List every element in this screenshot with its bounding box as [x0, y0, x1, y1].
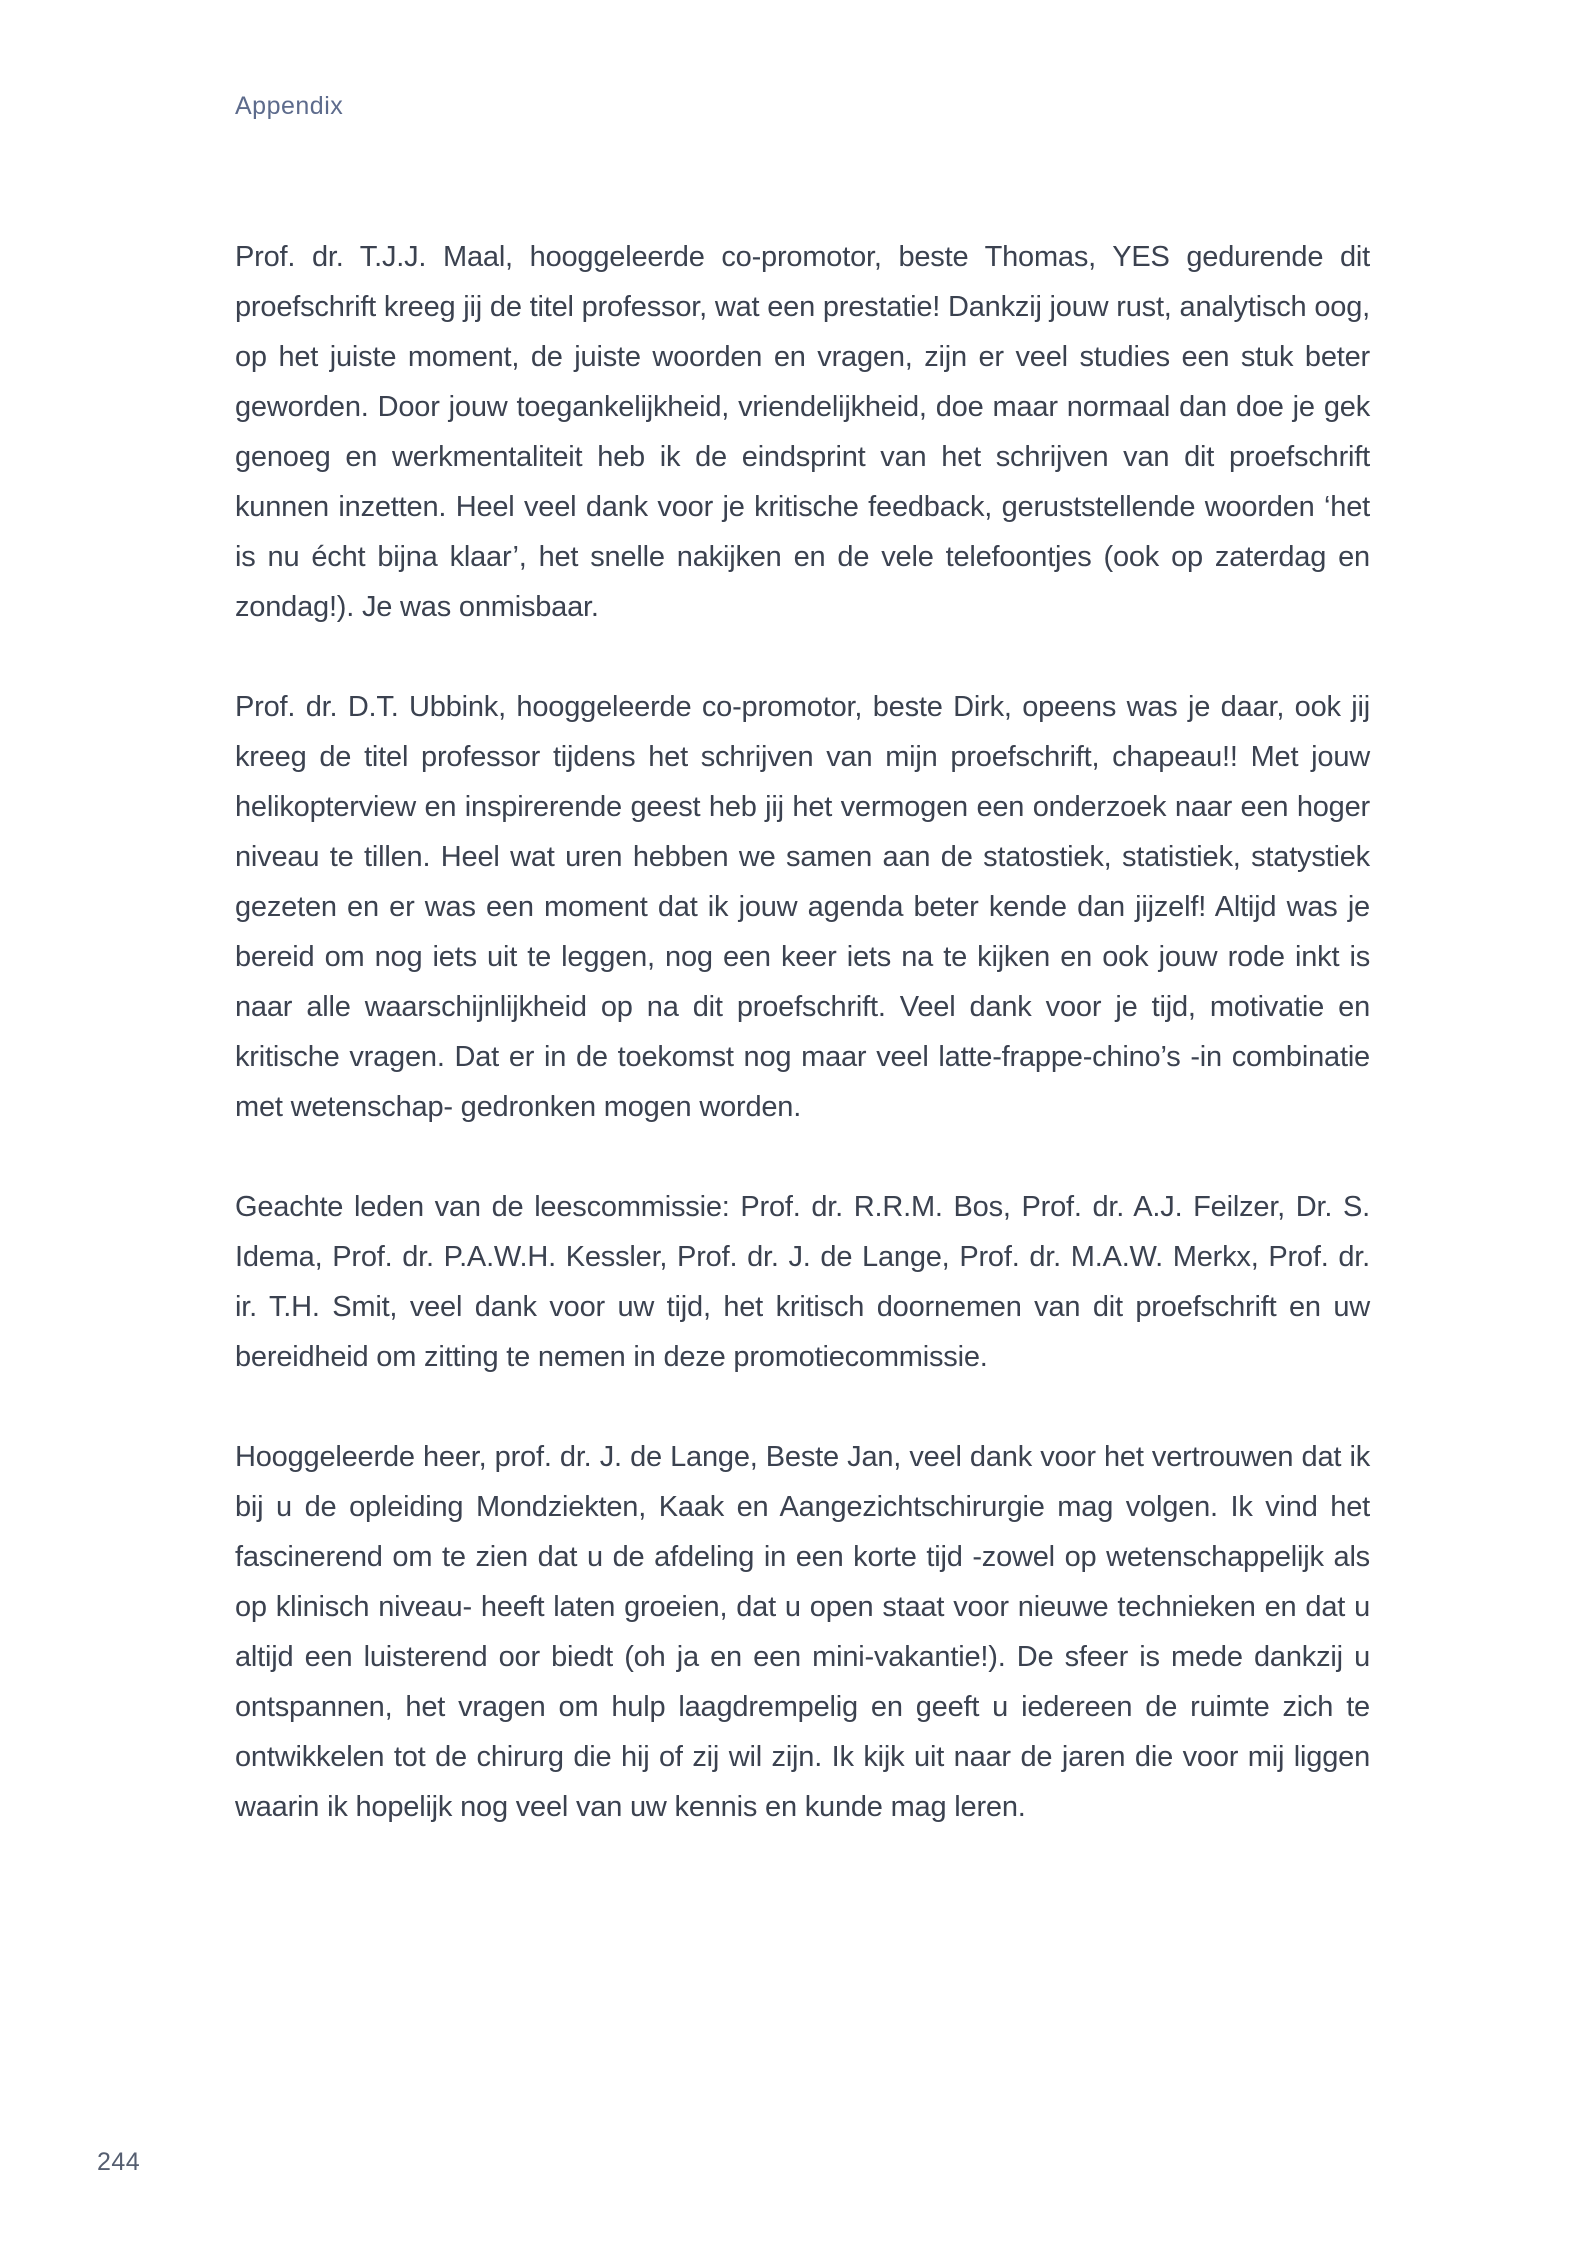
paragraph-ubbink: Prof. dr. D.T. Ubbink, hooggeleerde co-promotor, beste Dirk, opeens was je daar, ook jij kreeg de titel professor tijdens het schrijven van mijn proefschrift, chapeau!! Met jouw helikopterview en inspirerende geest heb jij het vermogen een onderzoek naar een hoger niveau te tillen. Heel wat uren hebben we samen aan de statostiek, statistiek, statystiek gezeten en er was een moment dat ik jouw agenda beter kende dan jijzelf! Altijd was je bereid om nog iets uit te leggen, nog een keer iets na te kijken en ook jouw rode inkt is naar alle waarschijnlijkheid op na dit proefschrift. Veel dank voor je tijd, motivatie en kritische vragen. Dat er in de toekomst nog maar veel latte-frappe-chino’s -in combinatie met wetenschap- gedronken mogen worden.	[235, 691, 1370, 1123]
paragraph-leescommissie: Geachte leden van de leescommissie: Prof. dr. R.R.M. Bos, Prof. dr. A.J. Feilzer, Dr. S. Idema, Prof. dr. P.A.W.H. Kessler, Prof. dr. J. de Lange, Prof. dr. M.A.W. Merkx, Prof. dr. ir. T.H. Smit, veel dank voor uw tijd, het kritisch doornemen van dit proefschrift en uw bereidheid om zitting te nemen in deze promotiecommissie.	[235, 1191, 1370, 1373]
body-text	[235, 232, 1370, 1882]
paragraph-maal: Prof. dr. T.J.J. Maal, hooggeleerde co-promotor, beste Thomas, YES gedurende dit proefschrift kreeg jij de titel professor, wat een prestatie! Dankzij jouw rust, analytisch oog, op het juiste moment, de juiste woorden en vragen, zijn er veel studies een stuk beter geworden. Door jouw toegankelijkheid, vriendelijkheid, doe maar normaal dan doe je gek genoeg en werkmentaliteit heb ik de eindsprint van het schrijven van dit proefschrift kunnen inzetten. Heel veel dank voor je kritische feedback, geruststellende woorden ‘het is nu écht bijna klaar’, het snelle nakijken en de vele telefoontjes (ook op zaterdag en zondag!). Je was onmisbaar.	[235, 241, 1370, 623]
page-number: 244	[97, 2148, 141, 2176]
running-header: Appendix	[235, 92, 344, 120]
paragraph-de-lange: Hooggeleerde heer, prof. dr. J. de Lange, Beste Jan, veel dank voor het vertrouwen dat ik bij u de opleiding Mondziekten, Kaak en Aangezichtschirurgie mag volgen. Ik vind het fascinerend om te zien dat u de afdeling in een korte tijd -zowel op wetenschappelijk als op klinisch niveau- heeft laten groeien, dat u open staat voor nieuwe technieken en dat u altijd een luisterend oor biedt (oh ja en een mini-vakantie!). De sfeer is mede dankzij u ontspannen, het vragen om hulp laagdrempelig en geeft u iedereen de ruimte zich te ontwikkelen tot de chirurg die hij of zij wil zijn. Ik kijk uit naar de jaren die voor mij liggen waarin ik hopelijk nog veel van uw kennis en kunde mag leren.	[235, 1441, 1370, 1823]
